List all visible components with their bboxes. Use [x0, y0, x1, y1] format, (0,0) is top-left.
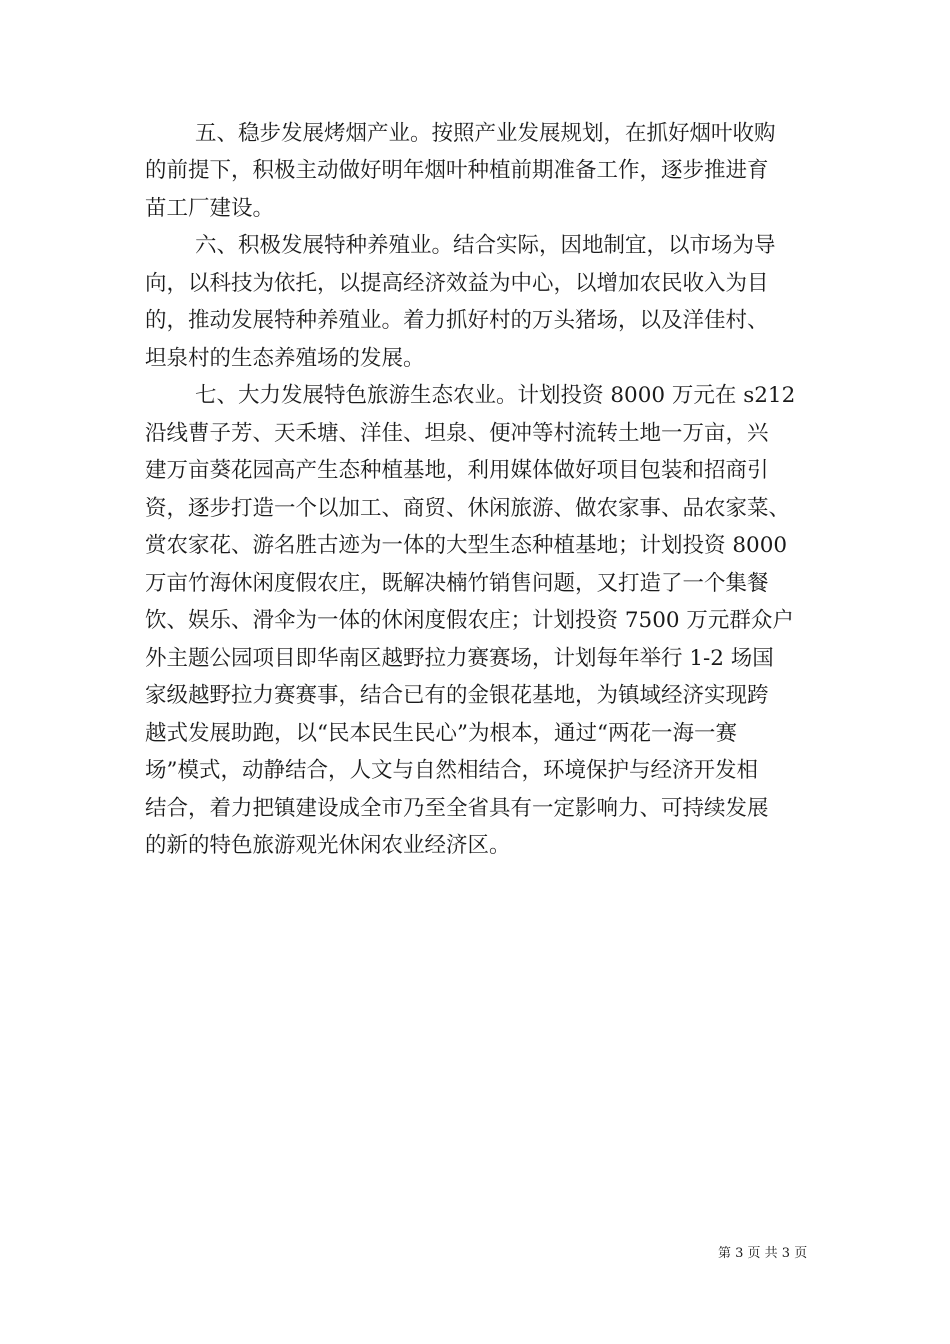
paragraph-7-line-1: 七、大力发展特色旅游生态农业。计划投资 8000 万元在 s212	[195, 383, 796, 408]
paragraph-7-line-8: 外主题公园项目即华南区越野拉力赛赛场，计划每年举行 1-2 场国	[145, 646, 774, 671]
page-number-footer	[718, 1245, 807, 1263]
paragraph-6-line-1: 六、积极发展特种养殖业。结合实际，因地制宜，以市场为导	[195, 233, 776, 258]
paragraph-7-line-13: 的新的特色旅游观光休闲农业经济区。	[145, 833, 511, 858]
paragraph-5-line-2: 的前提下，积极主动做好明年烟叶种植前期准备工作，逐步推进育	[145, 158, 769, 183]
paragraph-7-line-2: 沿线曹子芳、天禾塘、洋佳、坦泉、便冲等村流转土地一万亩，兴	[145, 421, 769, 446]
paragraph-5-line-1: 五、稳步发展烤烟产业。按照产业发展规划，在抓好烟叶收购	[195, 121, 776, 146]
paragraph-7-line-9: 家级越野拉力赛赛事，结合已有的金银花基地，为镇域经济实现跨	[145, 683, 769, 708]
paragraph-6-line-4: 坦泉村的生态养殖场的发展。	[145, 346, 425, 371]
paragraph-7-line-7: 饮、娱乐、滑伞为一体的休闲度假农庄；计划投资 7500 万元群众户	[145, 608, 794, 633]
paragraph-5-line-3: 苗工厂建设。	[145, 196, 275, 221]
paragraph-7-line-3: 建万亩葵花园高产生态种植基地，利用媒体做好项目包装和招商引	[145, 458, 769, 483]
page-number-label: 第 3 页 共 3 页	[718, 1246, 808, 1261]
paragraph-7-line-5: 赏农家花、游名胜古迹为一体的大型生态种植基地；计划投资 8000	[145, 533, 788, 558]
paragraph-7-line-10: 越式发展助跑，以“民本民生民心”为根本，通过“两花一海一赛	[145, 721, 737, 746]
paragraph-7-line-12: 结合，着力把镇建设成全市乃至全省具有一定影响力、可持续发展	[145, 796, 769, 821]
paragraph-7-line-4: 资，逐步打造一个以加工、商贸、休闲旅游、做农家事、品农家菜、	[145, 496, 791, 521]
paragraph-6-line-2: 向，以科技为依托，以提高经济效益为中心，以增加农民收入为目	[145, 271, 769, 296]
paragraph-7-line-11: 场”模式，动静结合，人文与自然相结合，环境保护与经济开发相	[145, 758, 758, 783]
paragraph-7-line-6: 万亩竹海休闲度假农庄，既解决楠竹销售问题，又打造了一个集餐	[145, 571, 769, 596]
paragraph-6-line-3: 的，推动发展特种养殖业。着力抓好村的万头猪场，以及洋佳村、	[145, 308, 769, 333]
